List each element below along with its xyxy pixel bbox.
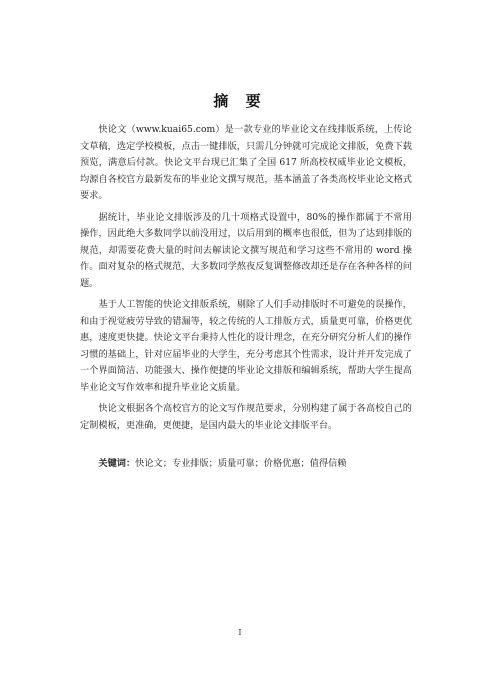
keywords-label: 关键词： [98, 458, 136, 469]
abstract-paragraph-4: 快论文根据各个高校官方的论文写作规范要求，分别构建了属于各高校自己的定制模板，更准确，更便捷，是国内最大的毕业论文排版平台。 [80, 403, 412, 431]
abstract-paragraph-1: 快论文（www.kuai65.com）是一款专业的毕业论文在线排版系统，上传论文草稿，选定学校模板，点击一键排版，只需几分钟就可完成论文排版，免费下载预览，满意后付款。快论文平台现已汇集了全国 617 所高校权威毕业论文模板，均源自各校官方最新发布的毕业论文撰写规范，基本涵盖了各类高校毕业论文格式要求。 [80, 124, 412, 201]
keywords-line [80, 456, 412, 473]
page-title: 摘 要 [213, 92, 267, 110]
abstract-paragraph-3: 基于人工智能的快论文排版系统，剔除了人们手动排版时不可避免的误操作，和由于视觉疲劳导致的错漏等，较之传统的人工排版方式，质量更可靠，价格更优惠，速度更快捷。快论文平台秉持人性化的设计理念，在充分研究分析人们的操作习惯的基础上，针对应届毕业的大学生，充分考虑其个性需求，设计并开发完成了一个界面简洁、功能强大、操作便捷的毕业论文排版和编辑系统，帮助大学生提高毕业论文写作效率和提升毕业论文质量。 [80, 299, 412, 393]
abstract-body [80, 122, 412, 473]
page-number: I [238, 628, 242, 637]
keywords-text: 快论文；专业排版；质量可靠；价格优惠；值得信赖 [135, 458, 347, 469]
abstract-paragraph-2: 据统计，毕业论文排版涉及的几十项格式设置中，80%的操作都属于不常用操作，因此绝大多数同学以前没用过，以后用到的概率也很低，但为了达到排版的规范，却需要花费大量的时间去解读论文撰写规范和学习这些不常用的 word 操作。面对复杂的格式规范，大多数同学熬夜反复调整修改却还是存在各种各样的问题。 [80, 211, 412, 289]
